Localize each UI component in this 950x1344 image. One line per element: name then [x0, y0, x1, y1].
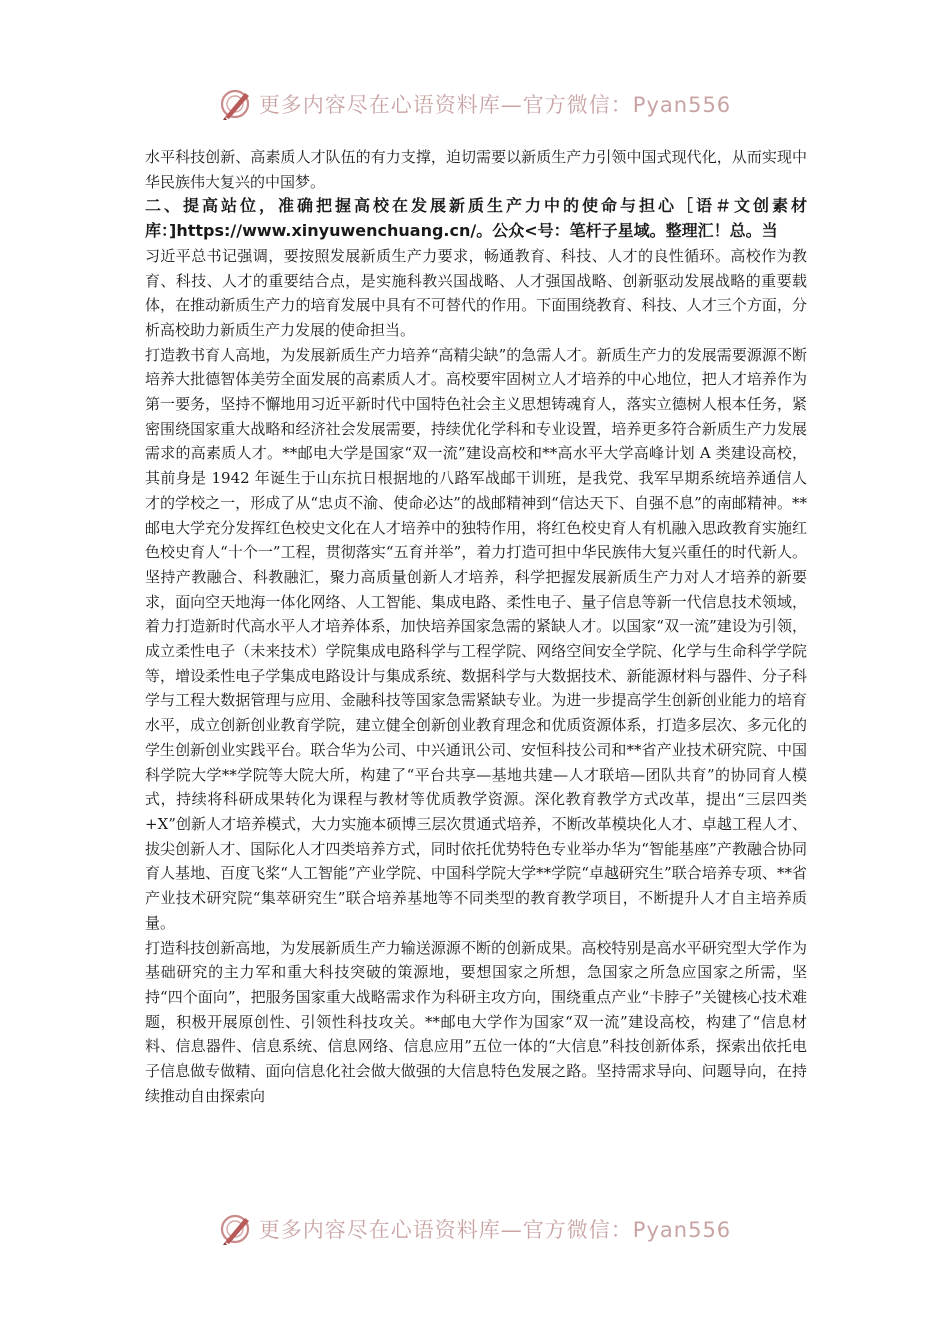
footer-banner-text: 更多内容尽在心语资料库—官方微信：Pyan556 — [258, 1218, 732, 1242]
document-body — [145, 145, 807, 1108]
paragraph-continuation: 水平科技创新、高素质人才队伍的有力支撑，迫切需要以新质生产力引领中国式现代化，从而实现中华民族伟大复兴的中国梦。 — [145, 148, 807, 191]
paragraph: 习近平总书记强调，要按照发展新质生产力要求，畅通教育、科技、人才的良性循环。高校作为教育、科技、人才的重要结合点，是实施科教兴国战略、人才强国战略、创新驱动发展战略的重要载体，在推动新质生产力的培育发展中具有不可替代的作用。下面围绕教育、科技、人才三个方面，分析高校助力新质生产力发展的使命担当。 — [145, 246, 807, 339]
pen-logo-icon — [219, 1212, 253, 1246]
paragraph: 打造教书育人高地，为发展新质生产力培养“高精尖缺”的急需人才。新质生产力的发展需要源源不断培养大批德智体美劳全面发展的高素质人才。高校要牢固树立人才培养的中心地位，把人才培养作为第一要务，坚持不懈地用习近平新时代中国特色社会主义思想铸魂育人，落实立德树人根本任务，紧密围绕国家重大战略和经济社会发展需要，持续优化学科和专业设置，培养更多符合新质生产力发展需求的高素质人才。**邮电大学是国家“双一流”建设高校和**高水平大学高峰计划 A 类建设高校，其前身是 1942 年诞生于山东抗日根据地的八路军战邮干训班，是我党、我军早期系统培养通信人才的学校之一，形成了从“忠贞不渝、使命必达”的战邮精神到“信达天下、自强不息”的南邮精神。**邮电大学充分发挥红色校史文化在人才培养中的独特作用，将红色校史育人有机融入思政教育实施红色校史育人“十个一”工程，贯彻落实“五育并举”，着力打造可担中华民族伟大复兴重任的时代新人。坚持产教融合、科教融汇，聚力高质量创新人才培养，科学把握发展新质生产力对人才培养的新要求，面向空天地海一体化网络、人工智能、集成电路、柔性电子、量子信息等新一代信息技术领域，着力打造新时代高水平人才培养体系，加快培养国家急需的紧缺人才。以国家“双一流”建设为引领，成立柔性电子（未来技术）学院集成电路科学与工程学院、网络空间安全学院、化学与生命科学学院等，增设柔性电子学集成电路设计与集成系统、数据科学与大数据技术、新能源材料与器件、分子科学与工程大数据管理与应用、金融科技等国家急需紧缺专业。为进一步提高学生创新创业能力的培育水平，成立创新创业教育学院，建立健全创新创业教育理念和优质资源体系，打造多层次、多元化的学生创新创业实践平台。联合华为公司、中兴通讯公司、安恒科技公司和**省产业技术研究院、中国科学院大学**学院等大院大所，构建了“平台共享—基地共建—人才联培—团队共育”的协同育人模式，持续将科研成果转化为课程与教材等优质教学资源。深化教育教学方式改革，提出“三层四类+X”创新人才培养模式，大力实施本硕博三层次贯通式培养，不断改革模块化人才、卓越工程人才、拔尖创新人才、国际化人才四类培养方式，同时依托优势特色专业举办华为“智能基座”产教融合协同育人基地、百度飞桨“人工智能”产业学院、中国科学院大学**学院“卓越研究生”联合培养专项、**省产业技术研究院“集萃研究生”联合培养基地等不同类型的教育教学项目，不断提升人才自主培养质量。 — [145, 345, 807, 932]
header-banner — [0, 84, 950, 124]
pen-logo-icon — [219, 87, 253, 121]
header-banner-text: 更多内容尽在心语资料库—官方微信：Pyan556 — [258, 93, 732, 117]
footer-banner — [0, 1209, 950, 1249]
paragraph: 打造科技创新高地，为发展新质生产力输送源源不断的创新成果。高校特别是高水平研究型大学作为基础研究的主力军和重大科技突破的策源地，要想国家之所想，急国家之所急应国家之所需，坚持“四个面向”，把服务国家重大战略需求作为科研主攻方向，围绕重点产业“卡脖子”关键核心技术难题，积极开展原创性、引领性科技攻关。**邮电大学作为国家“双一流”建设高校，构建了“信息材料、信息器件、信息系统、信息网络、信息应用”五位一体的“大信息”科技创新体系，探索出依托电子信息做专做精、面向信息化社会做大做强的大信息特色发展之路。坚持需求导向、问题导向，在持续推动自由探索向 — [145, 938, 807, 1105]
section-heading: 二、提高站位，准确把握高校在发展新质生产力中的使命与担心［语＃文创素材库：]https://www.xinyuwenchuang.cn/。公众<号：笔杆子星域。整理汇！总。当 — [145, 196, 807, 241]
